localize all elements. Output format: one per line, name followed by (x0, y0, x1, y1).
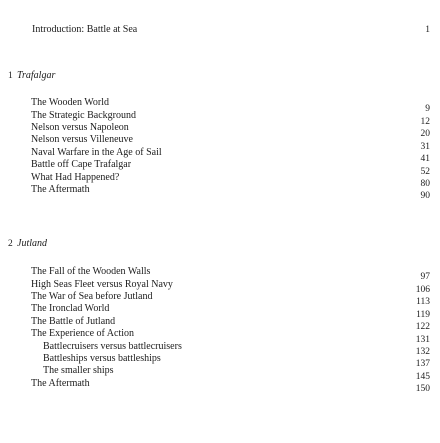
toc-entry: The Wooden World (31, 97, 110, 108)
toc-page-number: 20 (420, 129, 430, 139)
toc-page-number: 97 (420, 272, 430, 282)
chapter-2-number: 2 (8, 239, 13, 249)
toc-page-number: 9 (425, 104, 430, 114)
toc-entry: The Aftermath (31, 378, 90, 389)
toc-subentry: The smaller ships (43, 365, 114, 376)
toc-page-number: 31 (420, 142, 430, 152)
intro-title: Introduction: Battle at Sea (32, 24, 138, 35)
toc-entry: Nelson versus Napoleon (31, 122, 129, 133)
toc-entry: The War of Sea before Jutland (31, 291, 153, 302)
chapter-2-title: Jutland (17, 238, 47, 249)
intro-page-number: 1 (425, 25, 430, 35)
chapter-1-number: 1 (8, 71, 13, 81)
toc-page-number: 137 (415, 359, 430, 369)
toc-entry: The Ironclad World (31, 303, 110, 314)
toc-entry: Battle off Cape Trafalgar (31, 159, 132, 170)
toc-subentry: Battlecruisers versus battlecruisers (43, 341, 182, 352)
toc-page-number: 80 (420, 179, 430, 189)
toc-page-number: 131 (415, 335, 430, 345)
toc-page-number: 41 (420, 154, 430, 164)
chapter-1-title: Trafalgar (17, 70, 56, 81)
toc-page-number: 12 (420, 117, 430, 127)
toc-page-number: 90 (420, 191, 430, 201)
toc-page-number: 122 (415, 322, 430, 332)
toc-page-number: 106 (415, 285, 430, 295)
toc-page-number: 52 (420, 167, 430, 177)
toc-entry: Naval Warfare in the Age of Sail (31, 147, 162, 158)
toc-page-number: 119 (416, 310, 430, 320)
toc-entry: High Seas Fleet versus Royal Navy (31, 279, 173, 290)
toc-entry: The Fall of the Wooden Walls (31, 266, 151, 277)
toc-entry: The Strategic Background (31, 110, 136, 121)
toc-entry: The Battle of Jutland (31, 316, 116, 327)
toc-page-number: 132 (415, 347, 430, 357)
toc-entry: What Had Happened? (31, 172, 120, 183)
toc-page-number: 113 (416, 297, 430, 307)
toc-entry: The Aftermath (31, 184, 90, 195)
toc-subentry: Battleships versus battleships (43, 353, 161, 364)
toc-entry: Nelson versus Villeneuve (31, 134, 133, 145)
toc-page-number: 145 (415, 372, 430, 382)
toc-entry: The Experience of Action (31, 328, 135, 339)
toc-page-number: 150 (415, 384, 430, 394)
